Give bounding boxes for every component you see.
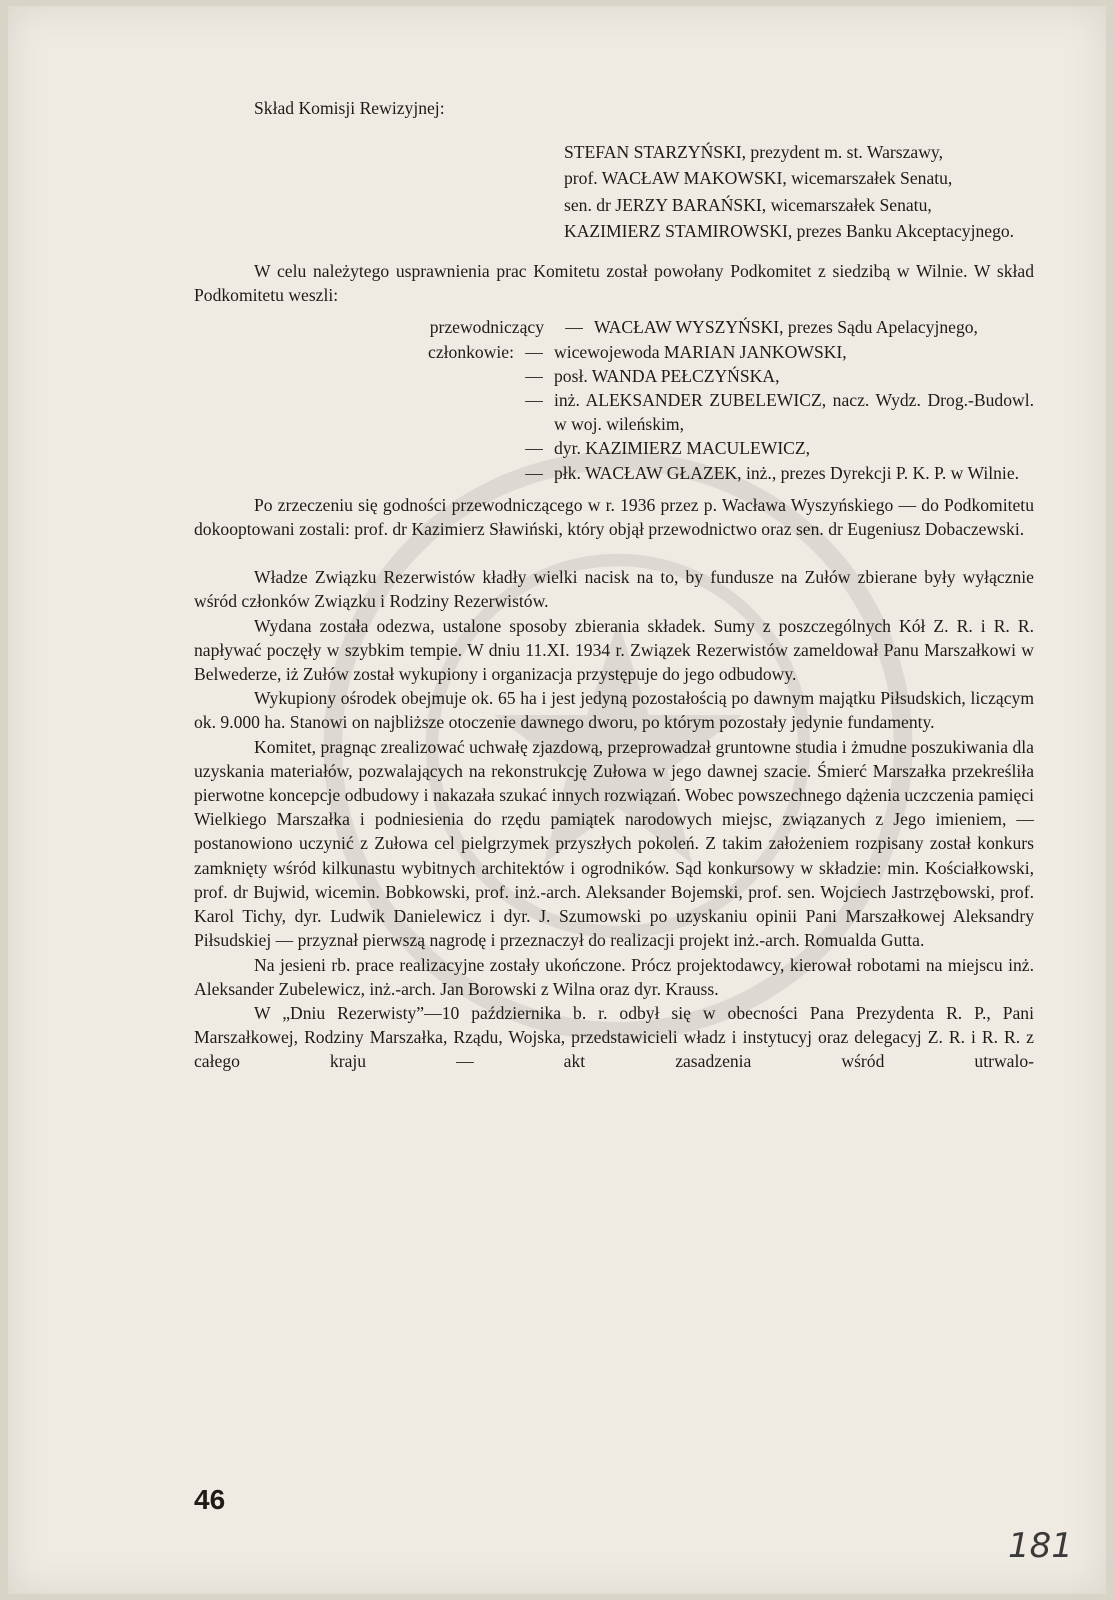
member-value: wicewojewoda MARIAN JANKOWSKI, — [554, 341, 847, 362]
spacer — [194, 541, 1034, 565]
handwritten-archive-number: 181 — [1008, 1526, 1073, 1566]
commission-member: STEFAN STARZYŃSKI, prezydent m. st. Warszawy, — [564, 142, 943, 163]
commission-member: sen. dr JERZY BARAŃSKI, wicemarszałek Senatu, — [564, 194, 932, 215]
document-content — [194, 96, 1034, 1074]
dash: — — [525, 341, 543, 362]
member-value: posł. WANDA PEŁCZYŃSKA, — [554, 365, 780, 386]
body-paragraph: Władze Związku Rezerwistów kładły wielki nacisk na to, by fundusze na Zułów zbierane były wyłącznie wśród członków Związku i Rodziny Rezerwistów. — [194, 567, 1034, 612]
commission-member: KAZIMIERZ STAMIROWSKI, prezes Banku Akceptacyjnego. — [564, 220, 1015, 241]
body-paragraph: Wykupiony ośrodek obejmuje ok. 65 ha i jest jedyną pozostałością po dawnym majątku Piłsudskich, liczącym ok. 9.000 ha. Stanowi on najbliższe otoczenie dawnego dworu, po którym pozostały jedynie fundamenty. — [194, 688, 1034, 733]
chairman-value: WACŁAW WYSZYŃSKI, prezes Sądu Apelacyjnego, — [594, 317, 978, 338]
document-page — [8, 6, 1106, 1594]
commission-member: prof. WACŁAW MAKOWSKI, wicemarszałek Senatu, — [564, 168, 953, 189]
page-number: 46 — [194, 1484, 226, 1515]
member-row — [194, 340, 1034, 364]
chairman-row — [194, 315, 1034, 339]
subcommittee-intro: W celu należytego usprawnienia prac Komitetu został powołany Podkomitet z siedzibą w Wilnie. W skład Podkomitetu weszli: — [194, 261, 1034, 306]
commission-heading: Skład Komisji Rewizyjnej: — [254, 98, 445, 118]
dash: — — [525, 462, 543, 483]
member-row — [194, 461, 1034, 485]
chairman-label: przewodniczący — [429, 317, 544, 338]
dash: — — [525, 365, 543, 386]
member-row — [194, 388, 1034, 436]
dash: — — [565, 317, 583, 338]
member-value: dyr. KAZIMIERZ MACULEWICZ, — [554, 438, 811, 459]
body-paragraph: Wydana została odezwa, ustalone sposoby zbierania składek. Sumy z poszczególnych Kół Z. R. i R. R. napływać poczęły w szybkim tempie. W dniu 11.XI. 1934 r. Związek Rezerwistów zameldował Panu Marszałkowi w Belwederze, iż Zułów został wykupiony i organizacja przystępuje do jego odbudowy. — [194, 615, 1034, 685]
dash: — — [525, 438, 543, 459]
dash: — — [525, 390, 543, 411]
subcommittee-list — [194, 315, 1034, 484]
body-paragraph: Komitet, pragnąc zrealizować uchwałę zjazdową, przeprowadzał gruntowne studia i żmudne poszukiwania dla uzyskania materiałów, pozwalających na rekonstrukcję Zułowa w jego dawnej szacie. Śmierć Marszałka przekreśliła pierwotne koncepcje odbudowy i nakazała szukać innych rozwiązań. Wobec powszechnego dążenia uczczenia pamięci Wielkiego Marszałka i podniesienia do rzędu pamiątek narodowych miejsc, związanych z Jego imieniem, — postanowiono uczynić z Zułowa cel pielgrzymek przyszłych pokoleń. Z takim założeniem rozpisany został konkurs zamknięty wśród kilkunastu wybitnych architektów i ogrodników. Sąd konkursowy w składzie: min. Kościałkowski, prof. dr Bujwid, wicemin. Bobkowski, prof. inż.-arch. Aleksander Bojemski, prof. sen. Wojciech Jastrzębowski, prof. Karol Tichy, dyr. Ludwik Danielewicz i dyr. J. Szumowski po uzyskaniu opinii Pani Marszałkowej Aleksandry Piłsudskiej — przyznał pierwszą nagrodę i przeznaczył do realizacji projekt inż.-arch. Romualda Gutta. — [194, 736, 1034, 951]
body-paragraph: Na jesieni rb. prace realizacyjne zostały ukończone. Prócz projektodawcy, kierował robotami na miejscu inż. Aleksander Zubelewicz, inż.-arch. Jan Borowski z Wilna oraz dyr. Krauss. — [194, 954, 1034, 999]
member-row — [194, 364, 1034, 388]
commission-members — [564, 140, 1034, 243]
member-row — [194, 436, 1034, 460]
body-paragraph: W „Dniu Rezerwisty”—10 października b. r. odbył się w obecności Pana Prezydenta R. P., Pani Marszałkowej, Rodziny Marszałka, Rządu, Wojska, przedstawicieli władz i instytucyj oraz delegacyj Z. R. i R. R. z całego kraju — akt zasadzenia wśród utrwalo- — [194, 1002, 1034, 1072]
spacer — [194, 245, 1034, 259]
member-value: płk. WACŁAW GŁAZEK, inż., prezes Dyrekcji P. K. P. w Wilnie. — [554, 462, 1020, 483]
resignation-paragraph: Po zrzeczeniu się godności przewodniczącego w r. 1936 przez p. Wacława Wyszyńskiego — do Podkomitetu dokooptowani zostali: prof. dr Kazimierz Sławiński, który objął przewodnictwo oraz sen. dr Eugeniusz Dobaczewski. — [194, 494, 1034, 540]
member-value: inż. ALEKSANDER ZUBELEWICZ, nacz. Wydz. Drog.-Budowl. w woj. wileńskim, — [554, 390, 1034, 435]
members-label: członkowie: — [428, 341, 514, 362]
